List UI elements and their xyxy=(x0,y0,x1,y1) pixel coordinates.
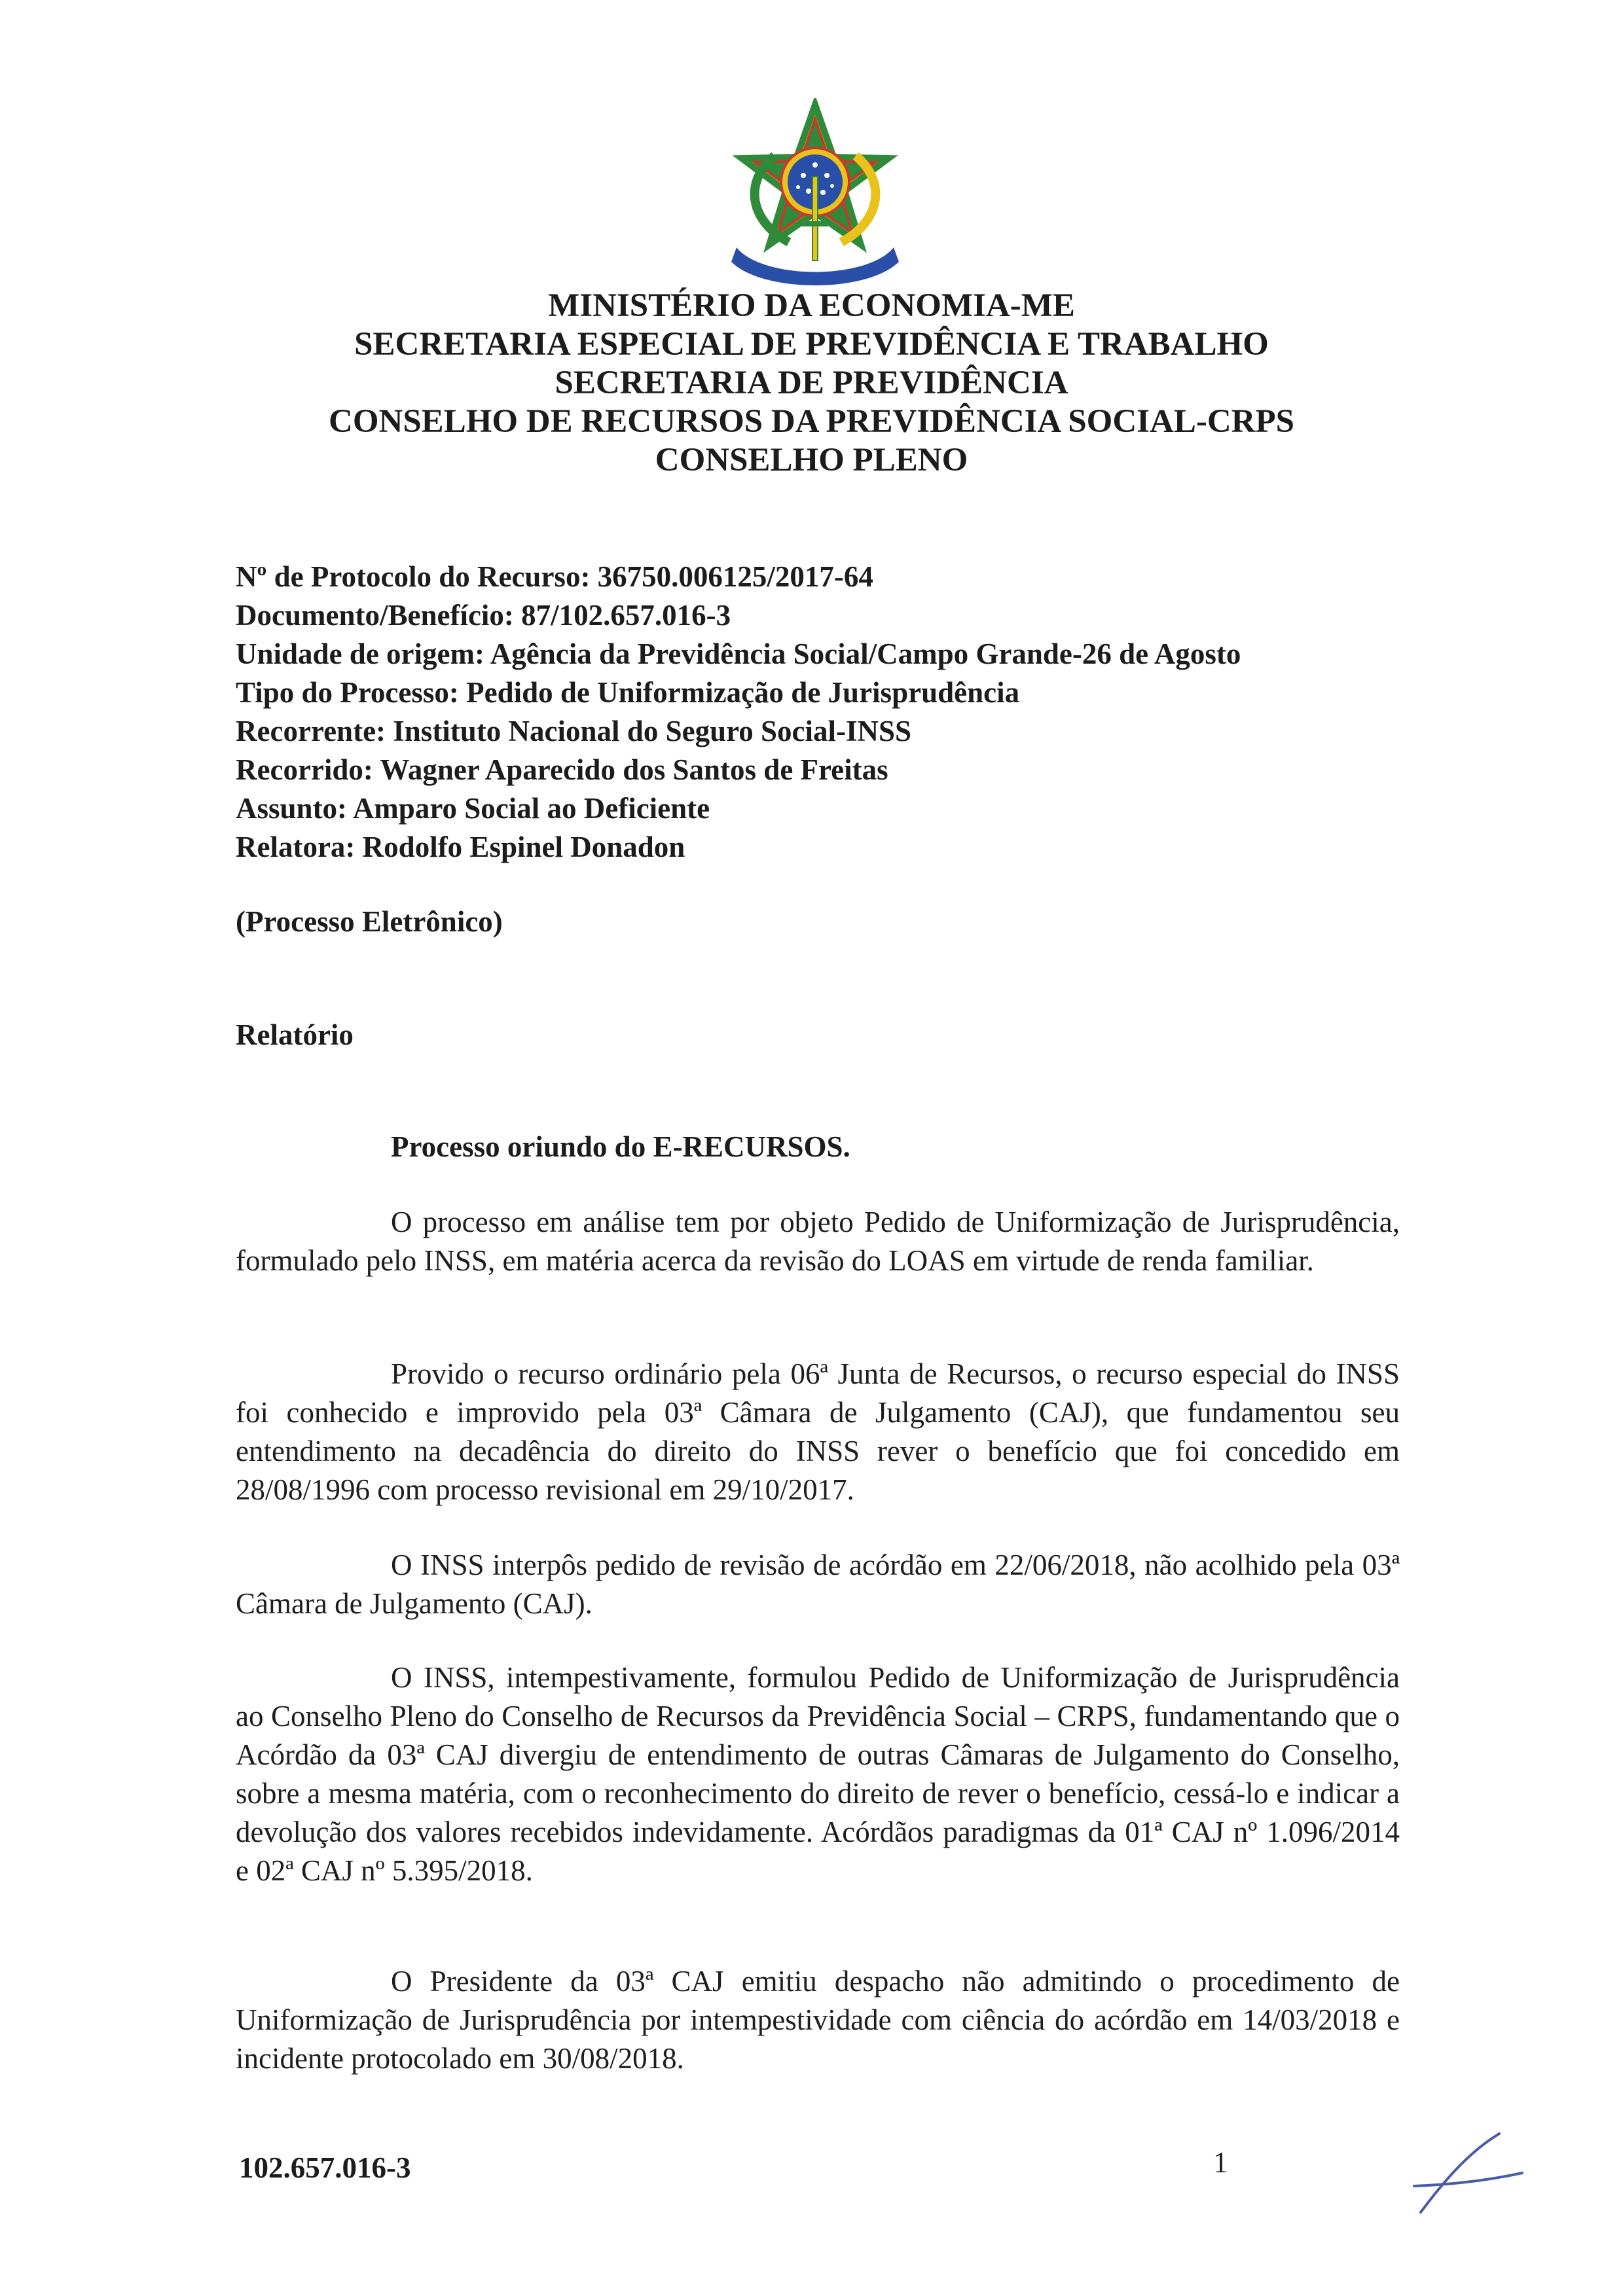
brasil-coat-of-arms-icon xyxy=(723,98,907,288)
meta-assunto: Assunto: Amparo Social ao Deficiente xyxy=(236,792,710,825)
report-heading: Relatório xyxy=(236,1018,354,1051)
meta-recorrido: Recorrido: Wagner Aparecido dos Santos de Freitas xyxy=(236,753,888,786)
page-number: 1 xyxy=(1213,2146,1228,2179)
meta-relatora: Relatora: Rodolfo Espinel Donadon xyxy=(236,831,685,863)
header-secretariat: SECRETARIA DE PREVIDÊNCIA xyxy=(555,365,1068,401)
paragraph-5: O Presidente da 03ª CAJ emitiu despacho não admitindo o procedimento de Uniformização de Jurisprudência por intempestividade com ciência do acórdão em 14/03/2018 e incidente protocolado em 30/08/2018. xyxy=(236,1965,1400,2075)
header-ministry: MINISTÉRIO DA ECONOMIA-ME xyxy=(548,287,1075,324)
header-plenary: CONSELHO PLENO xyxy=(655,442,968,478)
meta-tipo: Tipo do Processo: Pedido de Uniformização de Jurisprudência xyxy=(236,676,1020,709)
meta-unidade: Unidade de origem: Agência da Previdência Social/Campo Grande-26 de Agosto xyxy=(236,637,1241,670)
case-metadata xyxy=(236,558,1241,867)
signature-initials-icon xyxy=(1401,2121,1525,2219)
origin-line: Processo oriundo do E-RECURSOS. xyxy=(391,1130,850,1163)
electronic-process-note: (Processo Eletrônico) xyxy=(236,905,503,938)
footer-document-number: 102.657.016-3 xyxy=(239,2151,411,2184)
paragraph-3: O INSS interpôs pedido de revisão de acórdão em 22/06/2018, não acolhido pela 03ª Câmara de Julgamento (CAJ). xyxy=(236,1549,1400,1620)
header-council: CONSELHO DE RECURSOS DA PREVIDÊNCIA SOCIAL-CRPS xyxy=(328,403,1294,440)
document-header xyxy=(0,287,1623,480)
paragraph-1: O processo em análise tem por objeto Pedido de Uniformização de Jurisprudência, formulado pelo INSS, em matéria acerca da revisão do LOAS em virtude de renda familiar. xyxy=(236,1206,1400,1277)
header-special-secretariat: SECRETARIA ESPECIAL DE PREVIDÊNCIA E TRABALHO xyxy=(354,326,1269,363)
meta-protocolo: Nº de Protocolo do Recurso: 36750.006125/2017-64 xyxy=(236,560,873,593)
paragraph-4: O INSS, intempestivamente, formulou Pedido de Uniformização de Jurisprudência ao Conselho Pleno do Conselho de Recursos da Previdência Social – CRPS, fundamentando que o Acórdão da 03ª CAJ divergiu de entendimento de outras Câmaras de Julgamento do Conselho, sobre a mesma matéria, com o reconhecimento do direito de rever o benefício, cessá-lo e indicar a devolução dos valores recebidos indevidamente. Acórdãos paradigmas da 01ª CAJ nº 1.096/2014 e 02ª CAJ nº 5.395/2018. xyxy=(236,1661,1400,1887)
meta-recorrente: Recorrente: Instituto Nacional do Seguro Social-INSS xyxy=(236,715,912,747)
paragraph-2: Provido o recurso ordinário pela 06ª Junta de Recursos, o recurso especial do INSS foi conhecido e improvido pela 03ª Câmara de Julgamento (CAJ), que fundamentou seu entendimento na decadência do direito do INSS rever o benefício que foi concedido em 28/08/1996 com processo revisional em 29/10/2017. xyxy=(236,1357,1400,1506)
meta-documento: Documento/Benefício: 87/102.657.016-3 xyxy=(236,599,731,632)
